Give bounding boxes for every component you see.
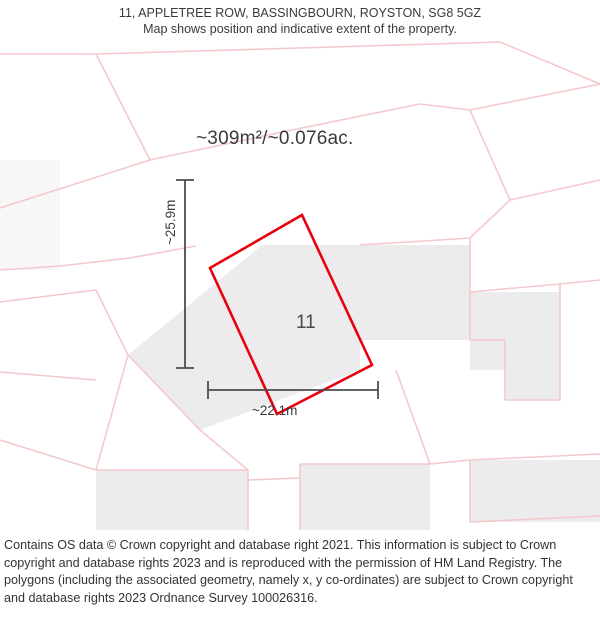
area-label: ~309m²/~0.076ac.	[196, 128, 354, 149]
page-subtitle: Map shows position and indicative extent of the property.	[143, 22, 457, 36]
copyright-text: Contains OS data © Crown copyright and database right 2021. This information is subject to Crown copyright and database rights 2023 and is reproduced with the permission of HM Land Registry. The polygons (including the associated geometry, namely x, y co-ordinates) are subject to Crown copyright and database rights 2023 Ordnance Survey 100026316.	[4, 538, 573, 605]
page-title: 11, APPLETREE ROW, BASSINGBOURN, ROYSTON, SG8 5GZ	[118, 6, 482, 20]
map-vector-layer	[0, 40, 600, 530]
vertical-dimension-label: ~25.9m	[163, 199, 178, 245]
page-header	[0, 0, 600, 40]
copyright-footer	[0, 532, 600, 625]
map-canvas[interactable]	[0, 40, 600, 530]
horizontal-dimension-label: ~22.1m	[252, 403, 298, 418]
plot-number-label: 11	[296, 312, 316, 333]
